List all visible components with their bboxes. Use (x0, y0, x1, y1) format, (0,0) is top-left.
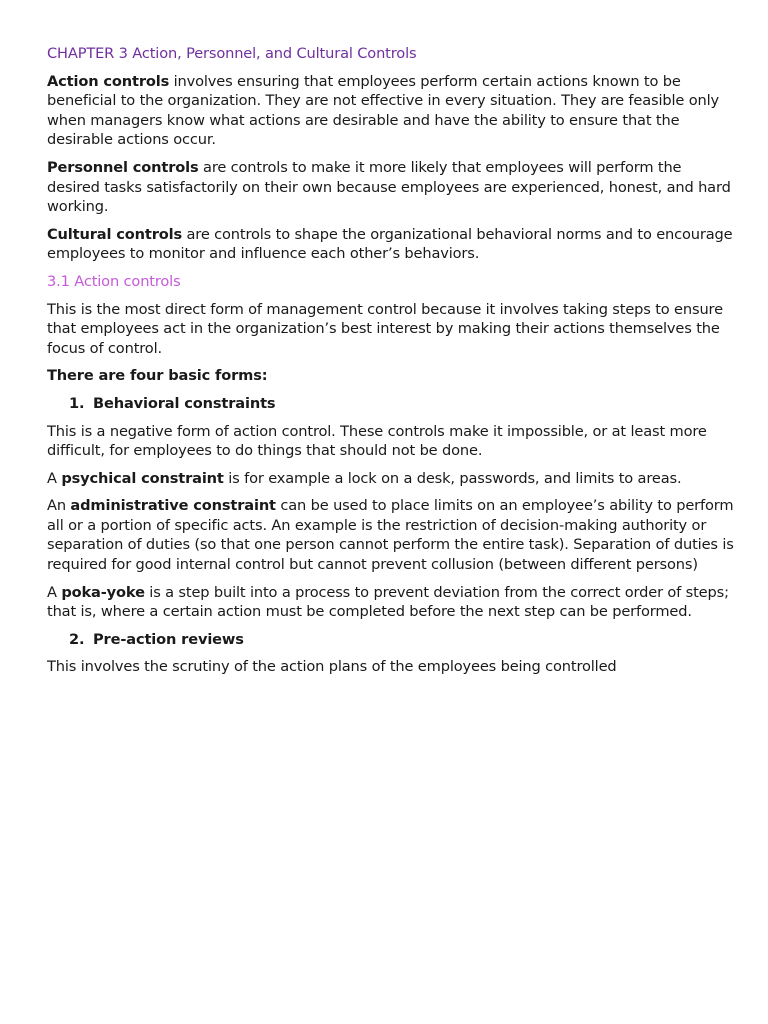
list-item-label: Behavioral constraints (93, 394, 276, 412)
pokayoke-definition: is a step built into a process to prevent deviation from the correct order of steps; that is, where a certain action must be completed before the next step can be performed. (47, 583, 729, 621)
administrative-definition: can be used to place limits on an employee’s ability to perform all or a portion of specific acts. An example is the restriction of decision-making authority or separation of duties (so that one person cannot perform the entire task). Separation of duties is required for good internal control but cannot prevent collusion (between different persons) (47, 497, 734, 574)
paragraph-psychical-constraint (47, 469, 737, 489)
term-poka-yoke: poka-yoke (61, 583, 145, 601)
pre-action-reviews-text: This involves the scrutiny of the action plans of the employees being controlled (47, 658, 617, 676)
list-item-behavioral-constraints (69, 394, 737, 414)
paragraph-poka-yoke (47, 583, 737, 622)
section-heading: 3.1 Action controls (47, 272, 181, 290)
psychical-definition: is for example a lock on a desk, passwords, and limits to areas. (223, 469, 682, 487)
definition-cultural-controls: are controls to shape the organizational behavioral norms and to encourage employees to monitor and influence each other’s behaviors. (47, 225, 733, 263)
term-cultural-controls: Cultural controls (47, 225, 183, 243)
list-item-pre-action-reviews (69, 630, 737, 650)
behavioral-constraints-text: This is a negative form of action control. These controls make it impossible, or at least more difficult, for employees to do things that should not be done. (47, 422, 707, 460)
administrative-prefix: An (47, 497, 71, 515)
list-number: 1. (69, 394, 85, 412)
term-administrative-constraint: administrative constraint (70, 497, 276, 515)
paragraph-action-controls (47, 72, 737, 150)
term-psychical-constraint: psychical constraint (61, 469, 224, 487)
paragraph-personnel-controls (47, 158, 737, 217)
term-personnel-controls: Personnel controls (47, 158, 199, 176)
forms-heading (47, 366, 737, 386)
document-page (47, 44, 737, 685)
chapter-title: CHAPTER 3 Action, Personnel, and Cultural Controls (47, 45, 417, 62)
paragraph-cultural-controls (47, 225, 737, 264)
forms-heading-text: There are four basic forms: (47, 367, 268, 385)
list-number: 2. (69, 630, 85, 648)
term-action-controls: Action controls (47, 72, 170, 90)
section-intro: This is the most direct form of management control because it involves taking steps to ensure that employees act in the organization’s best interest by making their actions themselves the focus of control. (47, 300, 723, 357)
definition-action-controls: involves ensuring that employees perform certain actions known to be beneficial to the organization. They are not effective in every situation. They are feasible only when managers know what actions are desirable and have the ability to ensure that the desirable actions occur. (47, 72, 720, 149)
paragraph-administrative-constraint (47, 496, 737, 574)
pokayoke-prefix: A (47, 583, 62, 601)
list-item-label: Pre-action reviews (93, 630, 244, 648)
definition-personnel-controls: are controls to make it more likely that employees will perform the desired tasks satisfactorily on their own because employees are experienced, honest, and hard working. (47, 158, 731, 216)
psychical-prefix: A (47, 469, 62, 487)
